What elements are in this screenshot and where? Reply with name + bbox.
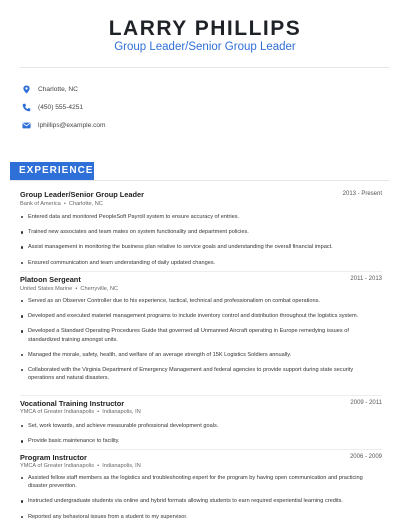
job-location: Indianapolis, IN	[102, 409, 141, 415]
job-title: Program Instructor	[20, 453, 87, 462]
contact-location	[22, 85, 78, 94]
phone-icon	[22, 103, 31, 112]
job-dates: 2009 - 2011	[350, 400, 382, 406]
job-bullet: Instructed undergraduate students via online and hybrid formats allowing students to earn required experiential learning credits.	[20, 497, 375, 505]
job-bullet: Managed the morale, safety, health, and welfare of an average strength of 15K Logistics Soldiers annually.	[20, 351, 375, 359]
job-bullet: Reported any behavioral issues from a student to my supervisor.	[20, 513, 375, 521]
section-divider	[10, 180, 390, 181]
job-bullet: Assist management in monitoring the business plan relative to service goals and understanding the overall financial impact.	[20, 243, 375, 251]
job-company: Bank of America	[20, 201, 61, 207]
job-title: Vocational Training Instructor	[20, 399, 125, 408]
job-employer: United States Marine • Cherryville, NC	[20, 286, 119, 292]
mail-icon	[22, 121, 31, 130]
job-dates: 2013 - Present	[342, 191, 382, 197]
location-pin-icon	[22, 85, 31, 94]
candidate-title: Group Leader/Senior Group Leader	[114, 41, 296, 53]
job-bullet: Trained new associates and team mates on system functionality and department policies.	[20, 228, 375, 236]
job-employer: YMCA of Greater Indianapolis • Indianapolis, IN	[20, 463, 141, 469]
job-bullet: Served as an Observer Controller due to his experience, tactical, technical and professionalism on combat operations.	[20, 297, 375, 305]
job-dates: 2011 - 2013	[350, 276, 382, 282]
contact-email	[22, 121, 106, 130]
job-bullet: Set, work towards, and achieve measurable professional development goals.	[20, 422, 375, 430]
job-divider	[20, 395, 382, 396]
job-company: YMCA of Greater Indianapolis	[20, 463, 94, 469]
job-bullet: Ensured communication and team understanding of daily updated changes.	[20, 259, 375, 267]
contact-phone-text: (450) 555-4251	[38, 104, 84, 111]
job-bullets	[20, 213, 375, 274]
job-employer: YMCA of Greater Indianapolis • Indianapolis, IN	[20, 409, 141, 415]
contact-phone	[22, 103, 83, 112]
job-location: Indianapolis, IN	[102, 463, 141, 469]
job-bullet: Provide basic maintenance to facility.	[20, 437, 375, 445]
job-bullet: Entered data and monitored PeopleSoft Payroll system to ensure accuracy of entries.	[20, 213, 375, 221]
job-company: United States Marine	[20, 286, 73, 292]
job-bullets	[20, 297, 375, 389]
job-bullet: Developed and executed materiel management programs to include inventory control and distribution throughout the logistics system.	[20, 312, 375, 320]
candidate-name: LARRY PHILLIPS	[108, 17, 302, 40]
job-divider	[20, 271, 382, 272]
job-bullet: Assisted fellow staff members as the logistics and troubleshooting expert for the program by having open communication and practicing disaster prevention.	[20, 474, 375, 490]
header-divider	[20, 67, 390, 68]
contact-email-text: lphillips@example.com	[38, 122, 106, 129]
job-dates: 2006 - 2009	[349, 454, 382, 460]
job-title: Platoon Sergeant	[20, 275, 81, 284]
job-location: Cherryville, NC	[80, 286, 119, 292]
experience-heading: EXPERIENCE	[10, 162, 94, 180]
job-bullets	[20, 422, 375, 452]
job-bullets	[20, 474, 375, 528]
contact-location-text: Charlotte, NC	[38, 86, 78, 93]
job-bullet: Collaborated with the Virginia Department of Emergency Management and federal agencies to provide support during state security operations and natural disasters.	[20, 366, 375, 382]
job-employer: Bank of America • Charlotte, NC	[20, 201, 103, 207]
job-location: Charlotte, NC	[68, 201, 103, 207]
job-bullet: Developed a Standard Operating Procedures Guide that governed all Unmanned Aircraft operating in Europe remedying issues of standardized training amongst units.	[20, 327, 375, 343]
job-company: YMCA of Greater Indianapolis	[20, 409, 94, 415]
job-divider	[20, 449, 382, 450]
job-title: Group Leader/Senior Group Leader	[20, 190, 145, 199]
